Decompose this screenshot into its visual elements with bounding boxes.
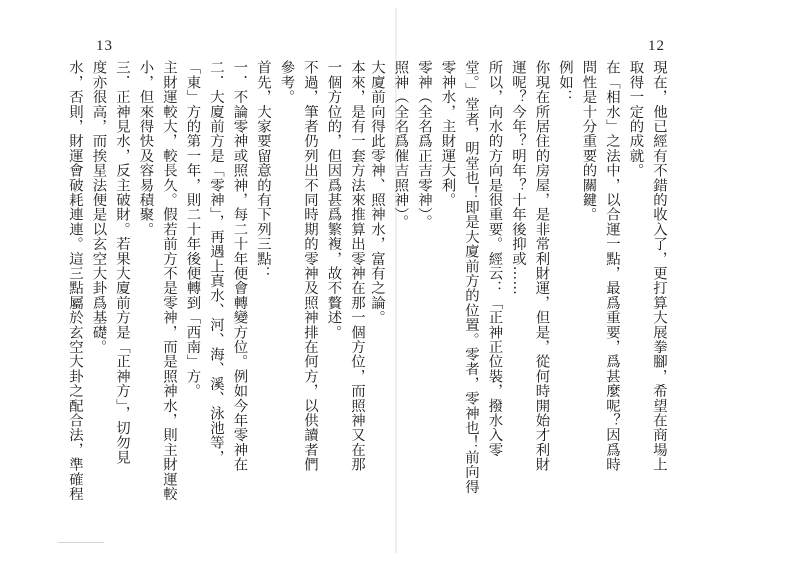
text-line: 堂。」堂者，明堂也！即是大廈前方的位置。零者，零神也！前向得 [463,60,479,494]
text-line: 首先，大家要留意的有下列三點： [255,60,271,281]
text-line: 一．不論零神或照神，每二十年便會轉變方位。例如今年零神在 [231,60,248,472]
text-line: 大廈前向得此零神、照神水，富有之論。 [369,60,385,325]
text-line: 度亦很高，而挨星法便是以玄空大卦爲基礎。 [90,60,107,354]
text-line: 零神水，主財運大利。 [439,60,456,207]
text-line: 一個方位的，但因爲甚爲繁複，故不贅述。 [325,60,342,340]
text-line: 所以，向水的方向是很重要。經云：「正神正位裝，撥水入零 [486,60,503,457]
text-line: 運呢？今年？明年？十年後抑或…… [510,60,526,296]
left-page-text [67,60,368,501]
text-line: 「東」方的第一年，則二十年後便轉到「西南」方。 [184,60,201,399]
text-line: 例如： [557,60,573,105]
text-line: 不過，筆者仍列出不同時期的零神及照神排在何方，以供讀者們 [302,60,318,472]
text-line: 三．正神見水，反主破財。若果大廈前方是「正神方」，切勿見 [114,60,130,465]
page-corner-mark [58,542,104,543]
text-line: 主財運較大，較長久。假若前方不是零神，而是照神水，則主財運較 [161,60,177,501]
page-number-left: 13 [96,38,113,54]
page-number-right: 12 [648,38,665,54]
text-line: 本來，是有一套方法來推算出零神在那一個方位，而照神又在那 [349,60,365,472]
text-line: 二．大廈前方是「零神」，再遇上真水、河、海、溪、泳池等， [208,60,224,465]
text-line: 水，否則，財運會破耗連連。這三點屬於玄空大卦之配合法，準確程 [67,60,83,501]
text-line: 問性是十分重要的關鍵。 [580,60,597,222]
text-line: 取得一定的成就。 [627,60,644,178]
text-line: 在「相水」之法中，以合運一點，最爲重要，爲甚麼呢？因爲時 [604,60,620,472]
text-line: 照神（全名爲催吉照神）。 [392,60,409,230]
text-line: 零神（全名爲正吉零神）。 [416,60,432,230]
text-line: 現在，他已經有不錯的收入了，更打算大展拳腳，希望在商場上 [651,60,667,472]
right-page-text [369,60,670,500]
text-line: 小，但來得快及容易積聚。 [137,60,154,237]
text-line: 你現在所居住的房屋，是非常利財運，但是，從何時開始才利財 [533,60,550,472]
text-line: 參考。 [278,60,295,105]
